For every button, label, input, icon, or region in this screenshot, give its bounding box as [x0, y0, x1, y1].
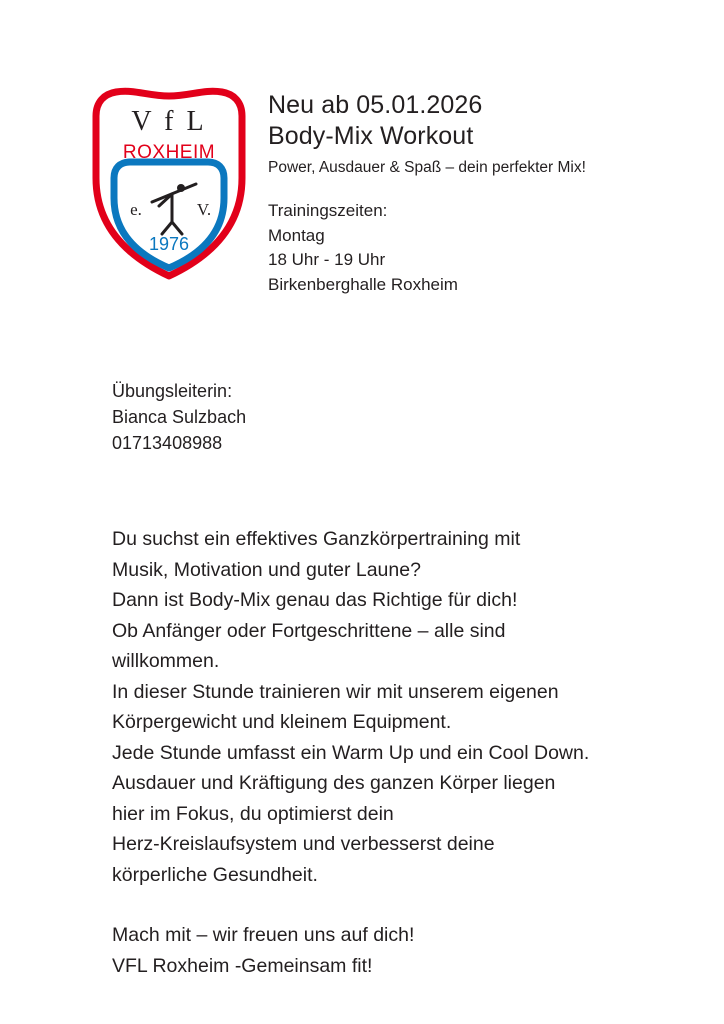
- svg-text:V.: V.: [196, 200, 212, 219]
- svg-text:e.: e.: [130, 200, 142, 219]
- description-line-4: Ob Anfänger oder Fortgeschrittene – alle sind: [112, 619, 506, 642]
- closing-line-1: Mach mit – wir freuen uns auf dich!: [112, 924, 415, 946]
- description-line-6: In dieser Stunde trainieren wir mit unserem eigenen: [112, 680, 559, 703]
- course-title: Body-Mix Workout: [268, 122, 474, 150]
- description-line-2: Musik, Motivation und guter Laune?: [112, 558, 421, 581]
- header-text-block: [268, 90, 698, 297]
- description-line-10: hier im Fokus, du optimierst dein: [112, 802, 394, 825]
- training-day: Montag: [268, 225, 325, 245]
- svg-text:ROXHEIM: ROXHEIM: [122, 142, 216, 163]
- description-block: [112, 524, 692, 981]
- trainer-name: Bianca Sulzbach: [112, 407, 247, 427]
- description-line-9: Ausdauer und Kräftigung des ganzen Körper liegen: [112, 772, 556, 794]
- headline-date: Neu ab 05.01.2026: [268, 91, 483, 119]
- closing-line-2: VFL Roxheim -Gemeinsam fit!: [112, 954, 373, 977]
- svg-text:1976: 1976: [148, 234, 190, 254]
- poster-header: [0, 78, 724, 318]
- trainer-phone: 01713408988: [112, 433, 223, 453]
- trainer-block: [112, 378, 612, 456]
- description-line-1: Du suchst ein effektives Ganzkörpertraining mit: [112, 528, 521, 550]
- description-line-12: körperliche Gesundheit.: [112, 863, 318, 886]
- description-line-3: Dann ist Body-Mix genau das Richtige für dich!: [112, 589, 518, 611]
- description-line-11: Herz-Kreislaufsystem und verbesserst deine: [112, 833, 495, 855]
- paragraph-spacer: [112, 890, 692, 920]
- description-line-8: Jede Stunde umfasst ein Warm Up und ein Cool Down.: [112, 741, 590, 764]
- training-time: 18 Uhr - 19 Uhr: [268, 250, 386, 269]
- training-times-block: [268, 199, 698, 297]
- svg-text:V f L: V f L: [131, 106, 207, 137]
- trainer-label: Übungsleiterin:: [112, 381, 233, 401]
- course-tagline: Power, Ausdauer & Spaß – dein perfekter Mix!: [268, 159, 586, 176]
- training-location: Birkenberghalle Roxheim: [268, 274, 458, 294]
- description-line-7: Körpergewicht und kleinem Equipment.: [112, 711, 452, 733]
- description-line-5: willkommen.: [112, 650, 220, 672]
- training-times-label: Trainingszeiten:: [268, 201, 388, 220]
- vfl-roxheim-logo: [86, 82, 252, 282]
